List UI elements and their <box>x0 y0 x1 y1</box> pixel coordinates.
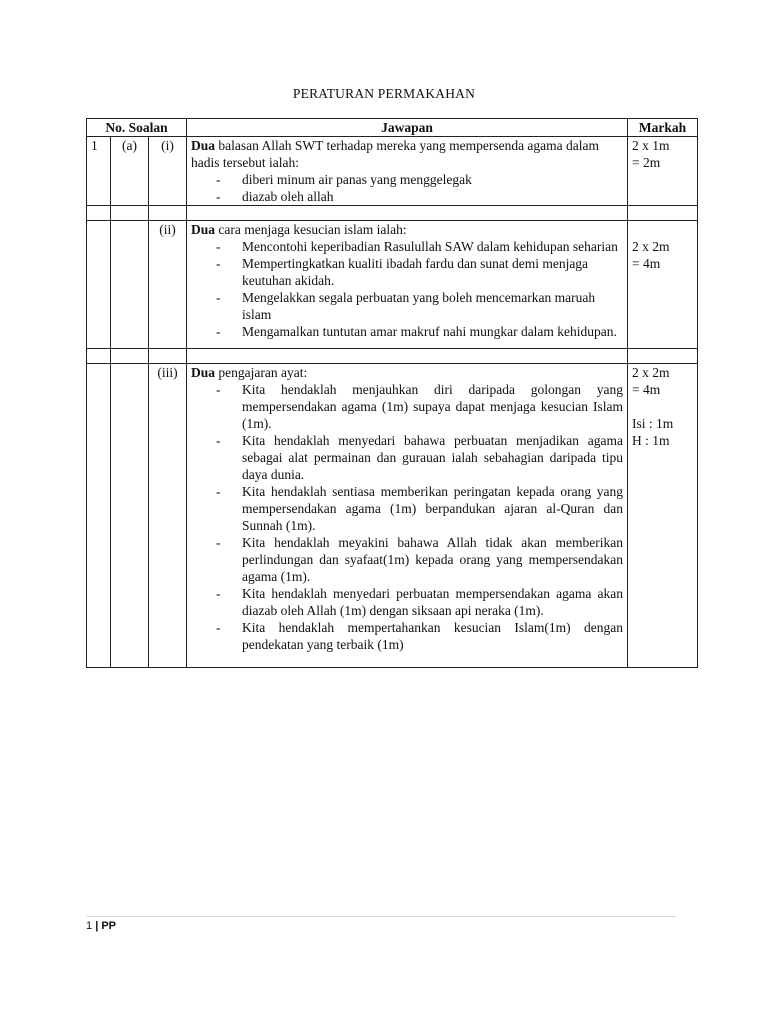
answer-cell <box>187 364 628 668</box>
question-part: (a) <box>111 137 149 206</box>
footer-separator: | <box>95 920 99 932</box>
answer-list <box>191 381 623 653</box>
marks-cell: 2 x 2m = 4m Isi : 1m H : 1m <box>628 364 698 668</box>
list-item: - Mengamalkan tuntutan amar makruf nahi mungkar dalam kehidupan. <box>216 324 617 339</box>
spacer-row <box>87 206 698 221</box>
list-item: - Kita hendaklah menyedari perbuatan mempersendakan agama akan diazab oleh Allah (1m) dengan siksaan api neraka (1m). <box>216 586 624 618</box>
answer-lead: Dua balasan Allah SWT terhadap mereka yang mempersenda agama dalam hadis tersebut ialah: <box>191 138 600 170</box>
answer-lead: Dua cara menjaga kesucian islam ialah: <box>191 222 407 237</box>
marks-cell: 2 x 2m = 4m <box>628 221 698 349</box>
list-item: - Kita hendaklah meyakini bahawa Allah tidak akan memberikan perlindungan dan syafaat(1m) kepada orang yang mempersendakan agama (1m). <box>216 535 624 584</box>
answer-lead: Dua pengajaran ayat: <box>191 365 308 380</box>
marking-table <box>86 118 698 668</box>
question-sub: (i) <box>149 137 187 206</box>
footer-divider <box>86 916 676 917</box>
list-item: - diazab oleh allah <box>216 189 334 204</box>
header-markah: Markah <box>628 119 698 137</box>
page-footer <box>86 920 116 932</box>
answer-cell <box>187 137 628 206</box>
footer-label: PP <box>101 920 117 932</box>
page-number: 1 <box>86 920 93 932</box>
header-no-soalan: No. Soalan <box>87 119 187 137</box>
table-row <box>87 221 698 349</box>
answer-cell <box>187 221 628 349</box>
spacer-row <box>87 349 698 364</box>
list-item: - Kita hendaklah menyedari bahawa perbuatan menjadikan agama sebagai alat permainan dan gurauan ialah sebahagian daripada tipu daya dunia. <box>216 433 624 482</box>
table-row <box>87 364 698 668</box>
question-number: 1 <box>87 137 111 206</box>
table-row <box>87 137 698 206</box>
list-item: - Mencontohi keperibadian Rasulullah SAW dalam kehidupan seharian <box>216 239 618 254</box>
list-item: - Mengelakkan segala perbuatan yang boleh mencemarkan maruah islam <box>216 290 596 322</box>
list-item: - Mempertingkatkan kualiti ibadah fardu dan sunat demi menjaga keutuhan akidah. <box>216 256 589 288</box>
list-item: - diberi minum air panas yang menggelegak <box>216 172 472 187</box>
question-sub: (iii) <box>149 364 187 668</box>
answer-list <box>191 171 623 205</box>
page-title: PERATURAN PERMAKAHAN <box>292 86 476 101</box>
list-item: - Kita hendaklah mempertahankan kesucian Islam(1m) dengan pendekatan yang terbaik (1m) <box>216 620 624 652</box>
answer-list <box>191 238 623 340</box>
table-header-row <box>87 119 698 137</box>
list-item: - Kita hendaklah menjauhkan diri daripada golongan yang mempersendakan agama (1m) supaya dapat menjaga kesucian Islam (1m). <box>216 382 624 431</box>
header-jawapan: Jawapan <box>187 119 628 137</box>
question-sub: (ii) <box>149 221 187 349</box>
marks-cell: 2 x 1m = 2m <box>628 137 698 206</box>
list-item: - Kita hendaklah sentiasa memberikan peringatan kepada orang yang mempersendakan agama (1m) berpandukan ajaran al-Quran dan Sunnah (1m). <box>216 484 624 533</box>
